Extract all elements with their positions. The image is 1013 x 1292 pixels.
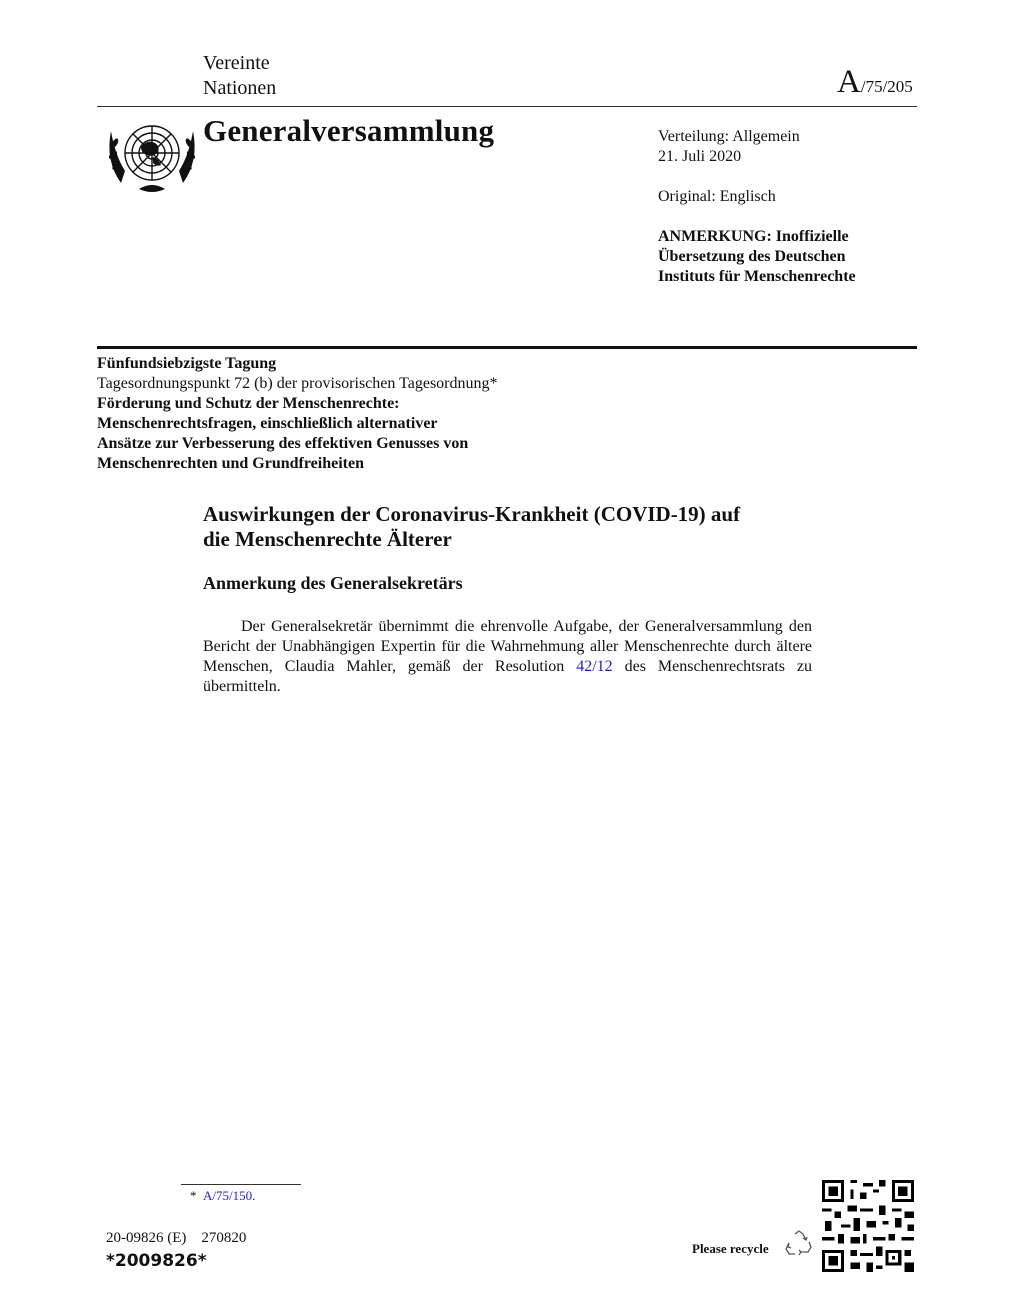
distribution-label: Verteilung: Allgemein <box>658 128 800 145</box>
body-paragraph <box>203 617 812 697</box>
note-line3: Instituts für Menschenrechte <box>658 268 856 285</box>
un-emblem-icon <box>103 113 201 199</box>
recycle-label: Please recycle <box>692 1241 769 1256</box>
title-line1: Auswirkungen der Coronavirus-Krankheit (COVID-19) auf <box>203 502 741 526</box>
symbol-letter: A <box>837 64 861 100</box>
topic-line1: Förderung und Schutz der Menschenrechte: <box>97 395 400 412</box>
qr-code-icon <box>822 1180 914 1272</box>
topic-line2: Menschenrechtsfragen, einschließlich alternativer <box>97 415 438 432</box>
translation-note <box>658 227 856 287</box>
recycle-icon <box>783 1228 815 1260</box>
note-line1: ANMERKUNG: Inoffizielle <box>658 228 849 245</box>
distribution-block <box>658 127 800 167</box>
barcode-text: *2009826* <box>106 1251 207 1271</box>
header-rule <box>97 106 917 107</box>
title-line2: die Menschenrechte Älterer <box>203 527 452 551</box>
document-date: 21. Juli 2020 <box>658 148 742 165</box>
session-block <box>97 354 567 474</box>
para-end: des Menschenrechtsrats zu übermitteln. <box>203 658 812 695</box>
job-number: 20-09826 (E) 270820 <box>106 1230 247 1246</box>
document-subtitle: Anmerkung des Generalsekretärs <box>203 573 463 593</box>
symbol-number: /75/205 <box>860 77 913 96</box>
organization-name <box>203 51 276 101</box>
agenda-item: Tagesordnungspunkt 72 (b) der provisorischen Tagesordnung* <box>97 375 498 392</box>
para-text: Der Generalsekretär übernimmt die ehrenvolle Aufgabe, der Generalversammlung den Bericht der Unabhängigen Expertin für die Wahrnehmung aller Menschenrechte durch ältere Menschen, Claudia Mahler, gemäß der Resolution <box>203 618 812 675</box>
section-rule <box>97 346 917 349</box>
footnote-mark: * <box>190 1188 197 1203</box>
assembly-title: Generalversammlung <box>203 113 495 148</box>
footnote-end: . <box>252 1188 256 1203</box>
footnote <box>190 1188 255 1204</box>
document-title <box>203 502 823 552</box>
org-line1: Vereinte <box>203 52 270 74</box>
note-line2: Übersetzung des Deutschen <box>658 248 846 265</box>
footnote-link[interactable]: A/75/150 <box>203 1188 253 1203</box>
session-title: Fünfundsiebzigste Tagung <box>97 355 277 372</box>
footnote-rule <box>181 1184 301 1185</box>
org-line2: Nationen <box>203 77 277 99</box>
resolution-link[interactable]: 42/12 <box>576 658 613 675</box>
topic-line4: Menschenrechten und Grundfreiheiten <box>97 455 364 472</box>
topic-line3: Ansätze zur Verbesserung des effektiven Genusses von <box>97 435 469 452</box>
original-language: Original: Englisch <box>658 188 776 205</box>
document-symbol <box>837 64 913 101</box>
